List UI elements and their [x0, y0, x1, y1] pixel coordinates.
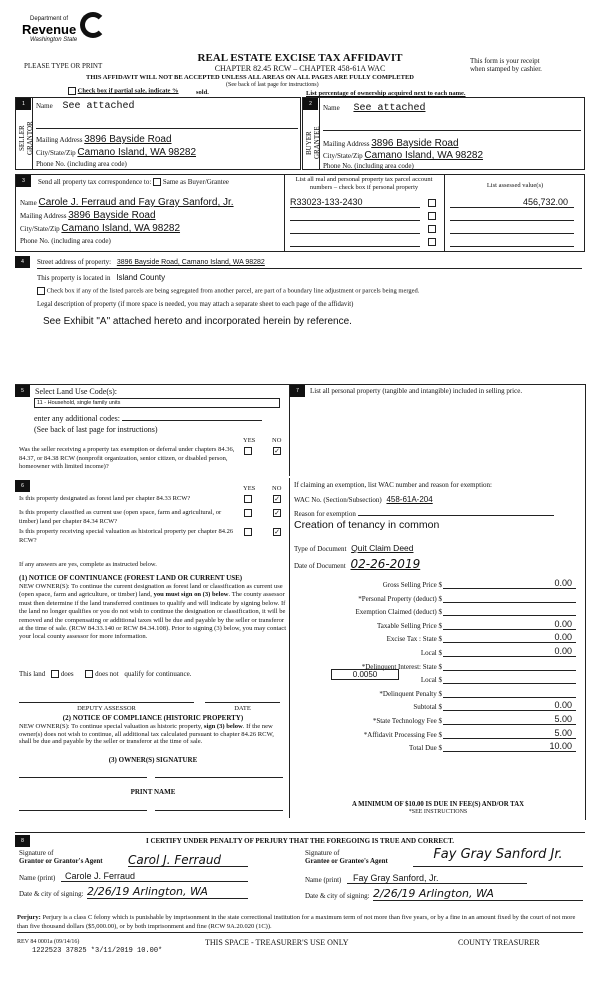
- if-yes-note: If any answers are yes, complete as instructed below.: [19, 561, 157, 568]
- seller-city-label: City/State/Zip: [36, 149, 76, 157]
- section-7-number: 7: [290, 385, 305, 397]
- land-use-instructions: (See back of last page for instructions): [34, 425, 158, 434]
- partial-sale: Check box if partial sale, indicate %: [68, 87, 179, 95]
- grantee-date-field[interactable]: 2/26/19 Arlington, WA: [373, 887, 583, 901]
- assessed-header: List assessed value(s): [486, 182, 544, 189]
- fee-row: [296, 577, 576, 589]
- this-land-label: This land: [19, 670, 46, 678]
- print-name-line-1[interactable]: [19, 810, 147, 811]
- segregated-checkbox[interactable]: [37, 287, 45, 295]
- treasurer-use-label: THIS SPACE - TREASURER'S USE ONLY: [205, 938, 349, 947]
- logo-revenue: Revenue: [22, 22, 77, 37]
- buyer-name-label: Name: [323, 104, 340, 112]
- fee-row: [296, 727, 576, 739]
- located-label: This property is located in: [37, 274, 111, 282]
- grantee-date-label: Date & city of signing:: [305, 892, 370, 900]
- no-header: NO: [272, 437, 282, 444]
- designation-no-checkbox[interactable]: ✓: [274, 495, 280, 503]
- wac-field[interactable]: 458-61A-204: [386, 495, 433, 504]
- county-treasurer-label: COUNTY TREASURER: [458, 938, 540, 947]
- fee-value[interactable]: 0.00: [443, 632, 576, 643]
- seller-address-label: Mailing Address: [36, 136, 83, 144]
- deputy-assessor-line[interactable]: [19, 702, 194, 703]
- form-chapter: CHAPTER 82.45 RCW – CHAPTER 458-61A WAC: [214, 64, 386, 73]
- fee-value[interactable]: [443, 660, 576, 671]
- receipt-note-2: when stamped by cashier.: [470, 65, 542, 73]
- fee-label: Excise Tax : State $: [386, 635, 442, 644]
- section-4-property: [15, 256, 585, 336]
- designation-yes-checkbox[interactable]: [244, 509, 252, 517]
- s6-no-header: NO: [272, 485, 282, 492]
- legal-description-field[interactable]: See Exhibit "A" attached hereto and incorporated herein by reference.: [43, 316, 352, 327]
- corr-name-label: Name: [20, 199, 37, 207]
- designation-yes-checkbox[interactable]: [244, 495, 252, 503]
- form-revision: REV 84 0001a (09/14/16): [17, 939, 80, 945]
- designation-no-checkbox[interactable]: ✓: [274, 528, 280, 536]
- seller-phone-label: Phone No. (including area code): [36, 160, 127, 168]
- section-6-number: 6: [15, 480, 30, 492]
- see-back-note: (See back of last page for instructions): [226, 82, 319, 88]
- section-2-buyer: [302, 97, 585, 170]
- exemption-header: If claiming an exemption, list WAC number and reason for exemption:: [294, 481, 492, 489]
- notice-continuance-text: NEW OWNER(S): To continue the current designation as forest land or classification as current use (open space, farm and agriculture, or timber) land, you must sign on (3) below. The county assessor must then determine if the land transferred continues to qualify and will indicate by signing below. If the land no longer qualifies or you do not wish to continue the designation or classification, it will be removed and the compensating or additional taxes will be due and payable by the seller or transferor at the time of sale. (RCW 84.33.140 or RCW 84.34.108). Prior to signing (3) below, you may contact your local county assessor for more information.: [19, 583, 287, 641]
- section-2-number: 2: [303, 98, 318, 110]
- grantor-name-label: Name (print): [19, 874, 56, 882]
- wac-label: WAC No. (Section/Subsection): [294, 496, 382, 504]
- fee-row: [296, 713, 576, 725]
- street-address-label: Street address of property:: [37, 258, 112, 266]
- section-3-number: 3: [16, 175, 31, 187]
- parcel-header: List all real and personal property tax parcel account numbers – check box if personal property: [295, 176, 433, 191]
- fee-label: Exemption Claimed (deduct) $: [355, 608, 442, 617]
- reason-label: Reason for exemption: [294, 510, 356, 518]
- section-8-signatures: [15, 832, 585, 908]
- grantee-name-label: Name (print): [305, 876, 342, 884]
- print-name-line-2[interactable]: [155, 810, 283, 811]
- buyer-city-label: City/State/Zip: [323, 152, 363, 160]
- form-title: REAL ESTATE EXCISE TAX AFFIDAVIT: [197, 52, 403, 64]
- buyer-grantee-label: BUYER GRANTEE: [305, 126, 321, 160]
- fee-label: Subtotal $: [413, 703, 442, 712]
- fee-label: Local $: [420, 649, 442, 657]
- segregated-label: Check box if any of the listed parcels are being segregated from another parcel, are part of a boundary line adjustment or parcels being merged.: [46, 287, 420, 295]
- grantee-sig-of: Signature of: [305, 849, 340, 857]
- doc-type-label: Type of Document: [294, 545, 347, 553]
- treasurer-stamp: 1222523 37825 *3/11/2019 10.00*: [32, 947, 163, 955]
- fee-label: Total Due $: [409, 744, 442, 753]
- deputy-assessor-label: DEPUTY ASSESSOR: [77, 705, 136, 712]
- additional-codes-label: enter any additional codes:: [34, 414, 120, 423]
- section-1-number: 1: [16, 98, 31, 110]
- grantor-sig-of: Signature of: [19, 849, 54, 857]
- corr-city-label: City/State/Zip: [20, 225, 60, 233]
- seller-name-field[interactable]: See attached: [62, 101, 135, 112]
- fee-row: [296, 618, 576, 630]
- fee-row: [296, 631, 576, 643]
- does-checkbox[interactable]: [51, 670, 59, 678]
- designation-yes-checkbox[interactable]: [244, 528, 252, 536]
- assessed-value-field[interactable]: [450, 223, 574, 234]
- personal-property-checkbox[interactable]: [428, 212, 436, 220]
- buyer-city-field[interactable]: Camano Island, WA 98282: [364, 150, 484, 161]
- section-5-number: 5: [15, 385, 30, 397]
- assessor-date-line[interactable]: [205, 702, 280, 703]
- logo-state: Washington State: [30, 37, 78, 43]
- section-4-number: 4: [15, 256, 30, 268]
- fee-value[interactable]: [443, 592, 576, 603]
- seller-address-field[interactable]: 3896 Bayside Road: [84, 134, 172, 145]
- corr-name-field[interactable]: Carole J. Ferraud and Fay Gray Sanford, Jr.: [38, 197, 234, 208]
- personal-property-label: List all personal property (tangible and intangible) included in selling price.: [310, 387, 523, 395]
- minimum-due-note: A MINIMUM OF $10.00 IS DUE IN FEE(S) AND/OR TAX: [351, 801, 525, 808]
- fee-label: *Personal Property (deduct) $: [358, 594, 442, 603]
- assessor-date-label: DATE: [234, 705, 251, 712]
- fee-label: *Affidavit Processing Fee $: [363, 730, 442, 739]
- assessed-value-field[interactable]: [450, 236, 574, 247]
- print-name-label: PRINT NAME: [130, 788, 176, 796]
- send-correspondence-label: Send all property tax correspondence to:: [38, 178, 152, 186]
- please-type: PLEASE TYPE OR PRINT: [24, 62, 103, 70]
- designation-no-checkbox[interactable]: ✓: [274, 509, 280, 517]
- fee-value[interactable]: 0.00: [443, 646, 576, 657]
- fee-value[interactable]: 5.00: [443, 728, 576, 739]
- parcel-number-field[interactable]: [290, 210, 420, 221]
- fee-label: Local $: [420, 676, 442, 685]
- county-field[interactable]: Island County: [116, 273, 166, 282]
- warning-text: THIS AFFIDAVIT WILL NOT BE ACCEPTED UNLESS ALL AREAS ON ALL PAGES ARE FULLY COMPLETED: [86, 74, 414, 81]
- owner-signature-title: (3) OWNER(S) SIGNATURE: [108, 756, 198, 764]
- notice-compliance-title: (2) NOTICE OF COMPLIANCE (HISTORIC PROPERTY): [62, 714, 244, 722]
- section-8-number: 8: [15, 835, 30, 847]
- does-not-checkbox[interactable]: [85, 670, 93, 678]
- fee-row: [296, 740, 576, 752]
- ownership-note: List percentage of ownership acquired next to each name.: [306, 90, 466, 97]
- personal-property-checkbox[interactable]: [428, 225, 436, 233]
- doc-type-field[interactable]: Quit Claim Deed: [351, 543, 414, 553]
- fee-row: [296, 699, 576, 711]
- grantee-agent-label: Grantee or Grantee's Agent: [305, 857, 388, 865]
- logo-mark-icon: [80, 12, 106, 38]
- fee-row: [296, 591, 576, 603]
- fee-label: *Delinquent Interest: State $: [361, 662, 442, 671]
- s6-yes-header: YES: [243, 485, 256, 492]
- partial-sale-checkbox[interactable]: [68, 87, 76, 95]
- section-7-financial: [290, 384, 586, 820]
- exemption-yes-checkbox[interactable]: [244, 447, 252, 455]
- reason-field[interactable]: Creation of tenancy in common: [294, 519, 440, 531]
- section-1-seller: [15, 97, 301, 170]
- fee-label: Gross Selling Price $: [382, 581, 442, 589]
- owner-signature-line-1[interactable]: [19, 777, 147, 778]
- does-not-label: does not: [95, 670, 119, 678]
- fee-value[interactable]: 0.00: [443, 578, 576, 589]
- exemption-question: Was the seller receiving a property tax exemption or deferral under chapters 84.36, 84.37, or 84.38 RCW (nonprofit organization, senior citizen, or disabled person, homeowner with limited income)?: [19, 446, 235, 470]
- perjury-notice: Perjury: Perjury is a class C felony which is punishable by imprisonment in the state correctional institution for a maximum term of not more than five years, or by a fine in an amount fixed by the court of not more than five thousand dollars ($5,000.00), or by both imprisonment and fine (RCW 9A.20.020 (1C)).: [17, 914, 583, 933]
- receipt-note-1: This form is your receipt: [470, 57, 540, 65]
- fee-value[interactable]: 10.00: [443, 741, 576, 752]
- seller-grantor-label: SELLER GRANTOR: [18, 121, 34, 155]
- personal-property-checkbox[interactable]: [428, 199, 436, 207]
- same-as-buyer-label: Same as Buyer/Grantee: [162, 178, 229, 186]
- certify-statement: I CERTIFY UNDER PENALTY OF PERJURY THAT THE FOREGOING IS TRUE AND CORRECT.: [145, 837, 454, 845]
- fee-row: [296, 645, 576, 657]
- section-5-land-use: [15, 384, 290, 476]
- seller-name-label: Name: [36, 102, 53, 110]
- same-as-buyer-checkbox[interactable]: [153, 178, 161, 186]
- logo-dept: Department of: [30, 16, 69, 22]
- designation-question: Is this property designated as forest land per chapter 84.33 RCW?: [19, 495, 191, 502]
- grantee-name-field[interactable]: Fay Gray Sanford, Jr.: [347, 873, 527, 884]
- seller-city-field[interactable]: Camano Island, WA 98282: [77, 147, 197, 158]
- personal-property-checkbox[interactable]: [428, 238, 436, 246]
- buyer-name-field[interactable]: See attached: [353, 103, 426, 114]
- street-address-field[interactable]: 3896 Bayside Road, Camano Island, WA 98282: [116, 259, 265, 266]
- dor-logo: [22, 12, 122, 48]
- corr-city-field[interactable]: Camano Island, WA 98282: [61, 223, 181, 234]
- fee-value[interactable]: [443, 673, 576, 684]
- section-3-correspondence: [15, 174, 585, 252]
- fee-label: *Delinquent Penalty $: [379, 689, 442, 698]
- sold-label: sold.: [196, 89, 209, 96]
- corr-address-field[interactable]: 3896 Bayside Road: [68, 210, 156, 221]
- doc-date-field[interactable]: 02-26-2019: [350, 557, 421, 571]
- grantor-name-field[interactable]: Carole J. Ferraud: [61, 871, 248, 882]
- designation-question: Is this property receiving special valuation as historical property per chapter 84.26 RCW?: [19, 528, 234, 544]
- local-rate-field[interactable]: 0.0050: [331, 669, 399, 680]
- grantor-agent-label: Grantor or Grantor's Agent: [19, 857, 103, 865]
- buyer-phone-label: Phone No. (including area code): [323, 162, 414, 170]
- legal-description-label: Legal description of property (if more space is needed, you may attach a separate sheet to each page of the affidavit): [37, 301, 354, 308]
- yes-header: YES: [243, 437, 256, 444]
- fee-label: *State Technology Fee $: [372, 717, 442, 725]
- parcel-number-field[interactable]: [290, 236, 420, 247]
- owner-signature-line-2[interactable]: [155, 777, 283, 778]
- fee-row: [296, 686, 576, 698]
- assessed-value-field[interactable]: 456,732.00: [450, 197, 574, 208]
- fee-row: [296, 604, 576, 616]
- grantee-signature[interactable]: Fay Gray Sanford Jr.: [413, 847, 583, 867]
- fee-label: Taxable Selling Price $: [376, 621, 442, 630]
- buyer-address-label: Mailing Address: [323, 140, 370, 148]
- section-6-designation: [15, 478, 290, 818]
- fee-value[interactable]: [443, 687, 576, 698]
- parcel-number-field[interactable]: [290, 223, 420, 234]
- doc-date-label: Date of Document: [294, 562, 346, 570]
- fee-value[interactable]: 0.00: [443, 619, 576, 630]
- fee-value[interactable]: 0.00: [443, 700, 576, 711]
- corr-phone-label: Phone No. (including area code): [20, 237, 111, 245]
- fee-value[interactable]: 5.00: [443, 714, 576, 725]
- notice-continuance-title: (1) NOTICE OF CONTINUANCE (FOREST LAND OR CURRENT USE): [19, 574, 243, 582]
- designation-question: Is this property classified as current use (open space, farm and agricultural, or timber) land per chapter 84.34 RCW?: [19, 509, 222, 525]
- assessed-value-field[interactable]: [450, 210, 574, 221]
- parcel-number-field[interactable]: R33023-133-2430: [290, 197, 420, 208]
- exemption-no-checkbox[interactable]: ✓: [274, 447, 280, 455]
- land-use-label: Select Land Use Code(s):: [35, 387, 117, 396]
- qualify-label: qualify for continuance.: [124, 670, 192, 678]
- corr-address-label: Mailing Address: [20, 212, 67, 220]
- does-label: does: [60, 670, 74, 678]
- fee-value[interactable]: [443, 605, 576, 616]
- additional-codes-field[interactable]: [122, 412, 262, 421]
- grantor-date-label: Date & city of signing:: [19, 890, 84, 898]
- grantor-date-field[interactable]: 2/26/19 Arlington, WA: [87, 885, 248, 899]
- see-instructions-note: *SEE INSTRUCTIONS: [408, 809, 468, 815]
- land-use-code-select[interactable]: 11 - Household, single family units: [34, 398, 280, 408]
- grantor-signature[interactable]: Carol J. Ferraud: [128, 853, 248, 867]
- buyer-address-field[interactable]: 3896 Bayside Road: [371, 138, 459, 149]
- notice-compliance-text: NEW OWNER(S): To continue special valuation as historic property, sign (3) below. If the new owner(s) does not wish to continue, all additional tax calculated pursuant to chapter 84.26 RCW, shall be due and payable by the seller or transferor at the time of sale.: [19, 723, 274, 746]
